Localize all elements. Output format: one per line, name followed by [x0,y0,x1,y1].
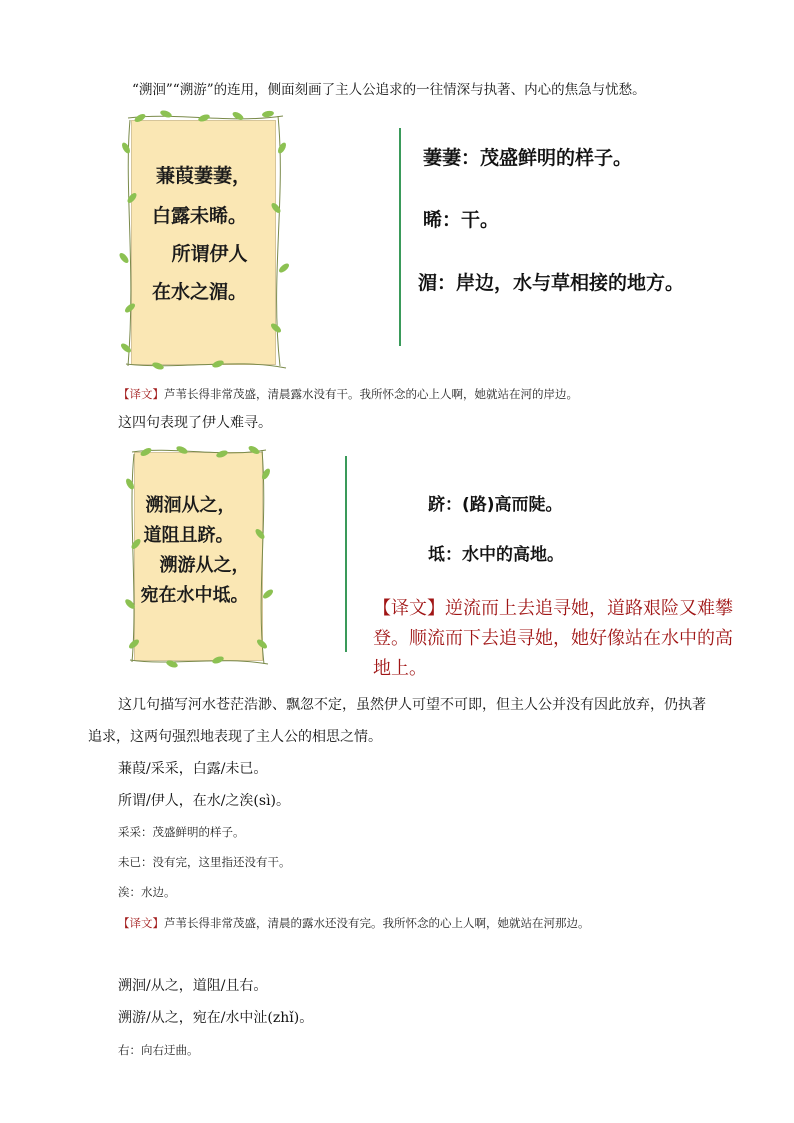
paragraph-line: 这几句描写河水苍茫浩渺、飘忽不定，虽然伊人可望不可即，但主人公并没有因此放弃，仍执著 [118,697,706,713]
translation-line [118,384,578,404]
definition: 跻：(路)高而陡。 [428,495,563,515]
translation-block [373,594,743,684]
poem-line: 蒹葭萋萋， [155,165,251,187]
definition: 湄：岸边，水与草相接的地方。 [418,272,685,294]
translation-text: 芦苇长得非常茂盛，清晨露水没有干。我所怀念的心上人啊，她就站在河的岸边。 [164,387,578,401]
translation-tag: 【译文】 [118,916,164,930]
translation-text: 逆流而上去追寻她，道路艰险又难攀登。顺流而下去追寻她，她好像站在水中的高地上。 [373,598,733,679]
paragraph-line: 追求，这两句强烈地表现了主人公的相思之情。 [88,729,382,745]
gloss-line: 涘：水边。 [118,885,176,899]
translation-tag: 【译文】 [118,387,164,401]
verse-line: 溯洄/从之，道阻/且右。 [118,978,268,994]
gloss-line: 未已：没有完，这里指还没有干。 [118,855,291,869]
poem-line: 白露未晞。 [151,205,247,227]
poem-line: 所谓伊人 [171,243,248,265]
translation-line [118,913,590,933]
poem-line: 在水之湄。 [151,281,247,303]
verse-line: 所谓/伊人，在水/之涘(sì)。 [118,793,291,809]
poem-line: 溯游从之， [159,555,250,576]
poem-line: 溯洄从之， [145,495,236,516]
gloss-line: 右：向右迂曲。 [118,1043,199,1057]
note-line: 这四句表现了伊人难寻。 [118,415,272,431]
definition: 晞：干。 [423,209,500,231]
definition: 萋萋：茂盛鲜明的样子。 [423,147,633,169]
poem-card-1 [131,120,276,365]
poem-card-2 [134,452,263,661]
divider-line [345,456,347,652]
translation-tag: 【译文】 [373,598,445,619]
definition: 坻：水中的高地。 [428,545,564,565]
verse-line: 蒹葭/采采，白露/未已。 [118,761,268,777]
gloss-line: 采采：茂盛鲜明的样子。 [118,825,245,839]
verse-line: 溯游/从之，宛在/水中沚(zhǐ)。 [118,1010,314,1026]
poem-line: 宛在水中坻。 [140,585,249,606]
intro-line: “溯洄”“溯游”的连用，侧面刻画了主人公追求的一往情深与执著、内心的焦急与忧愁。 [132,82,646,98]
translation-text: 芦苇长得非常茂盛，清晨的露水还没有完。我所怀念的心上人啊，她就站在河那边。 [164,916,590,930]
poem-line: 道阻且跻。 [143,525,234,546]
divider-line [399,128,401,346]
